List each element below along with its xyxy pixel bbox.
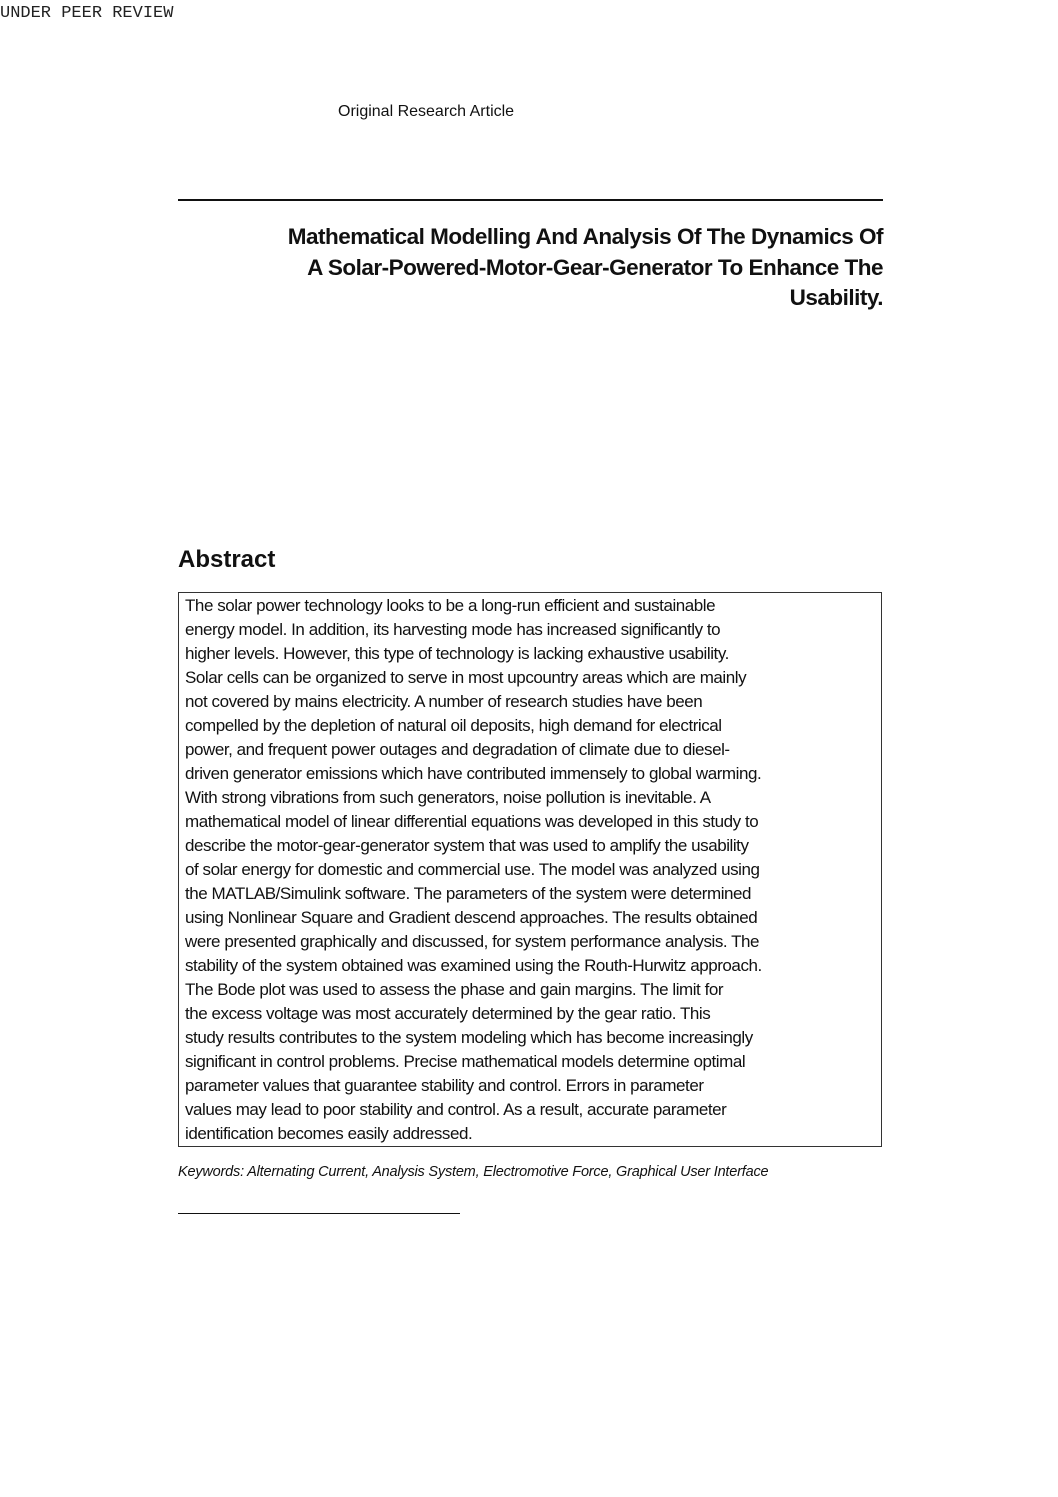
abstract-line: The Bode plot was used to assess the phase and gain margins. The limit for bbox=[185, 980, 724, 999]
keywords: Keywords: Alternating Current, Analysis System, Electromotive Force, Graphical User Interface bbox=[178, 1164, 769, 1180]
abstract-line: With strong vibrations from such generators, noise pollution is inevitable. A bbox=[185, 788, 711, 807]
title-line: A Solar-Powered-Motor-Gear-Generator To Enhance The bbox=[307, 254, 883, 280]
abstract-line: the MATLAB/Simulink software. The parameters of the system were determined bbox=[185, 884, 752, 903]
abstract-line: not covered by mains electricity. A number of research studies have been bbox=[185, 692, 703, 711]
abstract-line: Solar cells can be organized to serve in most upcountry areas which are mainly bbox=[185, 668, 747, 687]
paper-title bbox=[178, 222, 883, 314]
review-watermark: UNDER PEER REVIEW bbox=[0, 4, 174, 23]
title-line: Usability. bbox=[789, 285, 883, 310]
abstract-line: identification becomes easily addressed. bbox=[185, 1124, 473, 1143]
article-type: Original Research Article bbox=[338, 103, 515, 120]
abstract-line: were presented graphically and discussed, for system performance analysis. The bbox=[185, 932, 760, 951]
abstract-line: driven generator emissions which have contributed immensely to global warming. bbox=[185, 764, 762, 783]
title-rule bbox=[178, 199, 883, 201]
abstract-line: energy model. In addition, its harvesting mode has increased significantly to bbox=[185, 620, 721, 639]
title-line: Mathematical Modelling And Analysis Of The Dynamics Of bbox=[287, 224, 883, 249]
footnote-rule bbox=[178, 1213, 460, 1214]
abstract-line: describe the motor-gear-generator system that was used to amplify the usability bbox=[185, 836, 749, 855]
abstract-line: power, and frequent power outages and degradation of climate due to diesel- bbox=[185, 740, 730, 759]
abstract-heading: Abstract bbox=[178, 546, 276, 573]
abstract-line: significant in control problems. Precise mathematical models determine optimal bbox=[185, 1052, 746, 1071]
abstract-line: parameter values that guarantee stability and control. Errors in parameter bbox=[185, 1076, 704, 1095]
abstract-line: compelled by the depletion of natural oil deposits, high demand for electrical bbox=[185, 716, 722, 735]
abstract-line: values may lead to poor stability and control. As a result, accurate parameter bbox=[185, 1100, 727, 1119]
abstract-line: using Nonlinear Square and Gradient descend approaches. The results obtained bbox=[185, 908, 758, 927]
abstract-line: higher levels. However, this type of technology is lacking exhaustive usability. bbox=[185, 644, 729, 663]
abstract-line: stability of the system obtained was examined using the Routh-Hurwitz approach. bbox=[185, 956, 762, 975]
abstract-line: the excess voltage was most accurately determined by the gear ratio. This bbox=[185, 1004, 711, 1023]
abstract-line: mathematical model of linear differential equations was developed in this study to bbox=[185, 812, 759, 831]
abstract-line: The solar power technology looks to be a long-run efficient and sustainable bbox=[185, 596, 716, 615]
abstract-box bbox=[178, 592, 882, 1147]
abstract-line: study results contributes to the system modeling which has become increasingly bbox=[185, 1028, 753, 1047]
abstract-line: of solar energy for domestic and commercial use. The model was analyzed using bbox=[185, 860, 760, 879]
